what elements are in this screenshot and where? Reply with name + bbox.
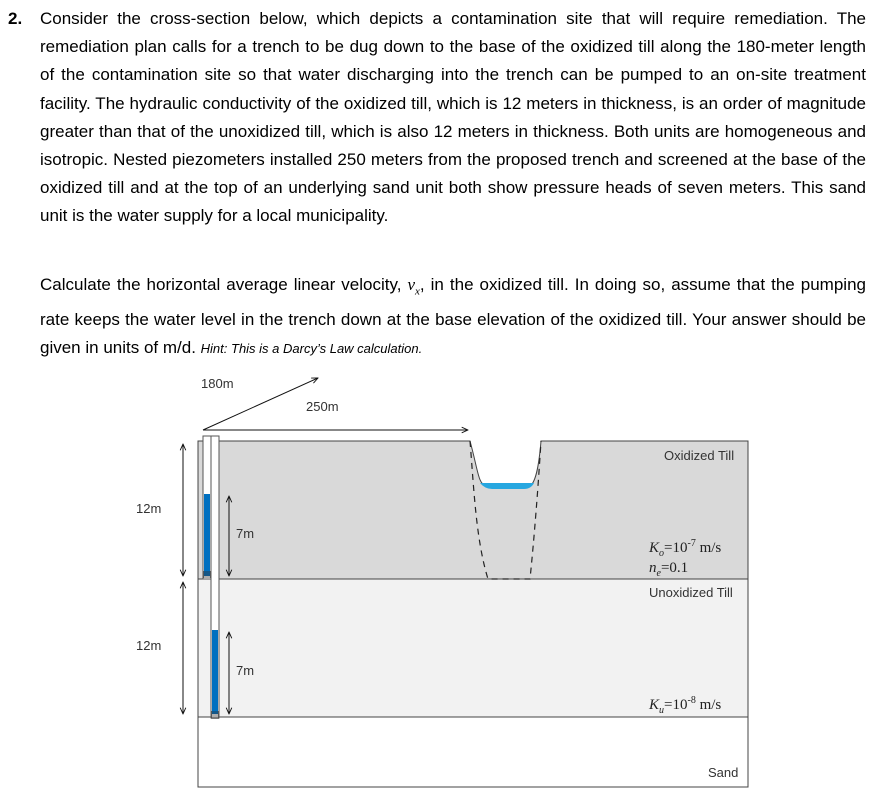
upper-thickness-label: 12m bbox=[136, 501, 162, 516]
paragraph-2-start: Calculate the horizontal average linear velocity, bbox=[40, 275, 408, 294]
velocity-subscript: x bbox=[415, 285, 420, 298]
porosity-parameter: $n_e=0.1$ bbox=[649, 560, 689, 579]
paragraph-2-end: , in the oxidized till. In doing so, assume that the pumping rate keeps the water level in the trench down at the base elevation of the oxidized till. Your answer should be given in units of m/d. bbox=[40, 275, 866, 357]
upper-head-label: 7m bbox=[236, 526, 255, 541]
sand-layer bbox=[198, 717, 748, 787]
trench-water bbox=[480, 483, 534, 489]
velocity-symbol: v bbox=[407, 275, 416, 294]
k-oxidized-parameter: $K_o=10^{-7}$ m/s bbox=[649, 538, 722, 559]
oxidized-till-label: Oxidized Till bbox=[664, 448, 735, 463]
piezometer-upper-water bbox=[204, 494, 210, 576]
sand-label: Sand bbox=[708, 765, 739, 780]
problem-paragraph-1: Consider the cross-section below, which depicts a contamination site that will require remediation. The remediation plan calls for a trench to be dug down to the base of the oxidized till along the 180-meter length of the contamination site so that water discharging into the trench can be pumped to an on-site treatment facility. The hydraulic conductivity of the oxidized till, which is 12 meters in thickness, is an order of magnitude greater than that of the unoxidized till, which is also 12 meters in thickness. Both units are homogeneous and isotropic. Nested piezometers installed 250 meters from the proposed trench and screened at the base of the oxidized till and at the top of an underlying sand unit both show pressure heads of seven meters. This sand unit is the water supply for a local municipality. bbox=[40, 9, 866, 226]
piezometer-lower-water bbox=[212, 630, 218, 714]
hint-text: Hint: This is a Darcy’s Law calculation. bbox=[200, 340, 423, 356]
problem-number: 2. bbox=[8, 9, 23, 28]
lower-head-label: 7m bbox=[236, 663, 255, 678]
unoxidized-till-label: Unoxidized Till bbox=[649, 585, 733, 600]
k-unoxidized-parameter: $K_u=10^{-8}$ m/s bbox=[649, 695, 722, 716]
distance-label: 250m bbox=[306, 399, 339, 414]
length-label: 180m bbox=[201, 376, 234, 391]
lower-thickness-label: 12m bbox=[136, 638, 162, 653]
